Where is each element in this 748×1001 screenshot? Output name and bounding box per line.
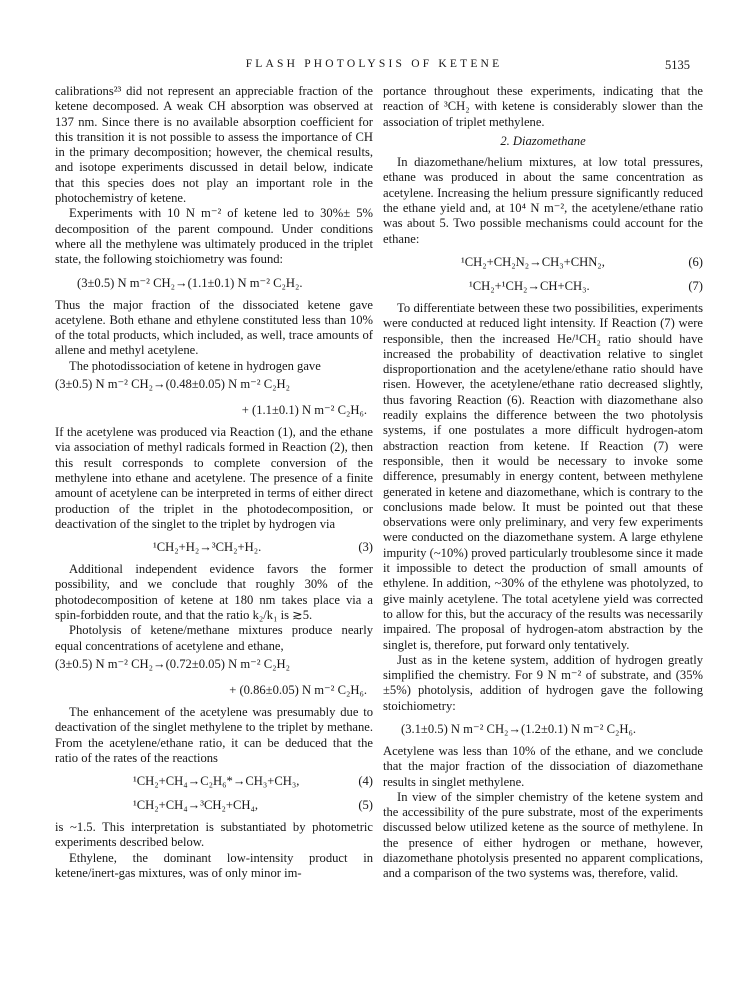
equation-text: + (0.86±0.05) N m⁻² C₂H₆.	[229, 682, 367, 697]
equation-text: ¹CH₂+CH₄→C₂H₆*→CH₃+CH₃,	[133, 774, 300, 789]
paragraph: The enhancement of the acetylene was presumably due to deactivation of the singlet methylene to the triplet by methane. From the acetylene/ethane ratio, it can be deduced that the ratio of the rates of the reactions	[55, 704, 373, 765]
equation-text: (3±0.5) N m⁻² CH₂→(0.72±0.05) N m⁻² C₂H₂	[55, 656, 290, 671]
equation-text: ¹CH₂+H₂→³CH₂+H₂.	[153, 540, 262, 555]
equation-text: ¹CH₂+¹CH₂→CH+CH₃.	[469, 278, 590, 293]
paragraph: Photolysis of ketene/methane mixtures produce nearly equal concentrations of acetylene and ethane,	[55, 623, 373, 653]
equation-number: (4)	[358, 774, 373, 789]
equation-text: (3±0.5) N m⁻² CH₂→(0.48±0.05) N m⁻² C₂H₂	[55, 377, 290, 392]
paragraph: Additional independent evidence favors the former possibility, and we conclude that roughly 30% of the photodecomposition of ketene at 180 nm takes place via a spin-forbidden route, and that the ratio k₂/k₁ is ≳5.	[55, 562, 373, 623]
paragraph: To differentiate between these two possibilities, experiments were conducted at reduced light intensity. If Reaction (7) were responsible, then the increased He/¹CH₂ ratio should have increased the probability of deactivation relative to singlet disproportionation and the acetylene/ethane ratio should have risen. However, the acetylene/ethane ratio decreased slightly, thus favoring Reaction (6). Reaction with diazomethane also readily explains the difference between the two photolysis systems, if one postulates a more difficult hydrogen-atom abstraction reaction from ketene. If Reaction (7) were responsible, then it would be necessary to invoke some difference, presumably in energy content, between methylene generated in ketene and diazomethane, which is contrary to the conclusions made below. It must be pointed out that these observations were only preliminary, and very few experiments were conducted on the diazomethane system. A large ethylene impurity (~10%) proved particularly troublesome since it made it impossible to detect the production of small amounts of ethylene. In addition, ~30% of the ethylene was photolyzed, to give mainly acetylene. The total acetylene yield was corrected to allow for this, but the accuracy of the results was necessarily impaired. The proposal of hydrogen-atom abstraction by the singlet is, therefore, put forward only tentatively.	[383, 300, 703, 652]
paragraph: In diazomethane/helium mixtures, at low total pressures, ethane was produced in about the same concentration as acetylene. Increasing the helium pressure significantly reduced the ethane yield and, at 10⁴ N m⁻², the acetylene/ethane ratio was about 5. Two possible mechanisms could account for the ethane:	[383, 155, 703, 246]
equation-text: ¹CH₂+CH₂N₂→CH₃+CHN₂,	[461, 254, 605, 269]
paragraph: In view of the simpler chemistry of the ketene system and the accessibility of the pure substrate, most of the experiments discussed below utilized ketene as the source of methylene. In the presence of either hydrogen or methane, however, diazomethane photolysis presented no apparent complications, and a comparison of the two systems was, therefore, valid.	[383, 789, 703, 881]
stoichiometry-equation-continued	[55, 680, 373, 700]
reaction-equation	[55, 795, 373, 815]
stoichiometry-equation-continued	[55, 400, 373, 420]
stoichiometry-equation	[55, 273, 373, 293]
reaction-equation	[55, 771, 373, 791]
running-head	[0, 58, 748, 76]
paragraph: Acetylene was less than 10% of the ethane, and we conclude that the major fraction of the dissociation of diazomethane results in singlet methylene.	[383, 743, 703, 789]
right-column	[383, 84, 703, 882]
equation-text: + (1.1±0.1) N m⁻² C₂H₆.	[241, 403, 367, 418]
paragraph: If the acetylene was produced via Reaction (1), and the ethane via association of methyl radicals formed in Reaction (2), then this result corresponds to complete conversion of the methylene into ethane and acetylene. The presence of a finite amount of acetylene can be interpreted in terms of either direct production of the triplet in the photodecomposition, or deactivation of the singlet to the triplet by hydrogen via	[55, 425, 373, 531]
paragraph: is ~1.5. This interpretation is substantiated by photometric experiments described below.	[55, 820, 373, 850]
stoichiometry-equation	[383, 719, 703, 739]
stoichiometry-equation	[55, 374, 373, 394]
equation-text: (3±0.5) N m⁻² CH₂→(1.1±0.1) N m⁻² C₂H₂.	[77, 275, 303, 290]
equation-number: (6)	[688, 254, 703, 269]
reaction-equation	[383, 276, 703, 296]
paragraph: The photodissociation of ketene in hydrogen gave	[69, 358, 321, 373]
stoichiometry-equation	[55, 654, 373, 674]
section-heading: 2. Diazomethane	[500, 133, 586, 148]
paragraph: calibrations²³ did not represent an appreciable fraction of the ketene decomposed. A weak CH absorption was observed at 137 nm. Since there is no available absorption coefficient for this transition it is not possible to assess the importance of CH in the primary decomposition; however, the chemical results, and isotope experiments discussed in detail below, indicate that this species does not play an important role in the photochemistry of ketene.	[55, 84, 373, 206]
paragraph: Ethylene, the dominant low-intensity product in ketene/inert-gas mixtures, was of only minor im-	[55, 850, 373, 880]
reaction-equation	[383, 252, 703, 272]
equation-text: (3.1±0.5) N m⁻² CH₂→(1.2±0.1) N m⁻² C₂H₆.	[401, 721, 636, 736]
equation-number: (3)	[358, 540, 373, 555]
left-column	[55, 84, 373, 881]
paragraph: Just as in the ketene system, addition of hydrogen greatly simplified the chemistry. For 9 N m⁻² of substrate, and (35%±5%) photolysis, addition of hydrogen gave the following stoichiometry:	[383, 652, 703, 713]
equation-text: ¹CH₂+CH₄→³CH₂+CH₄,	[133, 798, 259, 813]
paragraph: portance throughout these experiments, indicating that the reaction of ³CH₂ with ketene is considerably slower than the association of triplet methylene.	[383, 84, 703, 129]
equation-number: (7)	[688, 278, 703, 293]
paragraph: Thus the major fraction of the dissociated ketene gave acetylene. Both ethane and ethylene constituted less than 10% of the total products, which included, as well, trace amounts of allene and methyl acetylene.	[55, 297, 373, 358]
equation-number: (5)	[358, 798, 373, 813]
paragraph: Experiments with 10 N m⁻² of ketene led to 30%± 5% decomposition of the parent compound. Under conditions where all the methylene was ultimately produced in the triplet state, the following stoichiometry was found:	[55, 206, 373, 267]
page-number: 5135	[665, 58, 690, 72]
reaction-equation	[55, 537, 373, 557]
running-title: FLASH PHOTOLYSIS OF KETENE	[245, 58, 503, 70]
